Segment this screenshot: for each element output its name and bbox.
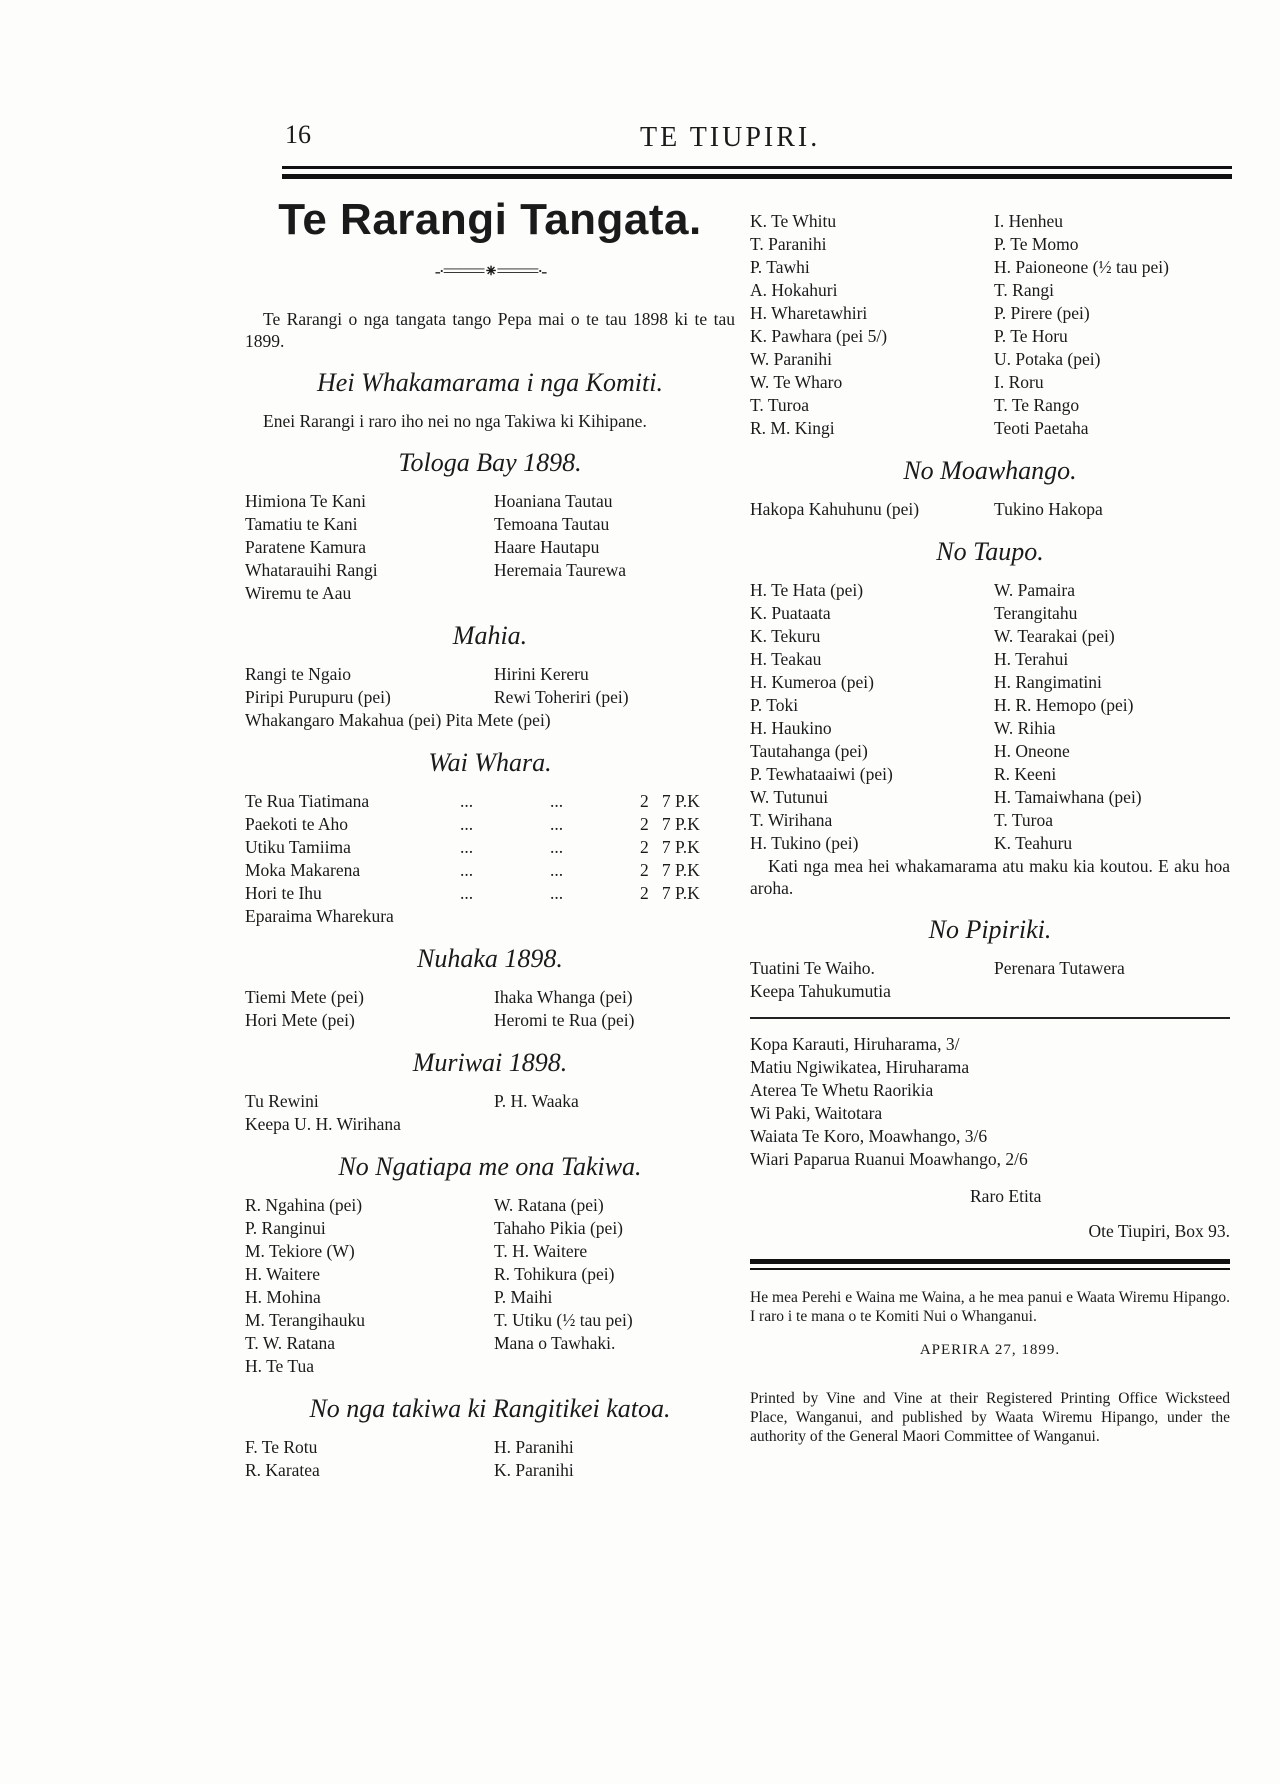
list-item: P. H. Waaka: [494, 1091, 579, 1111]
list-item: T. H. Waitere: [494, 1241, 588, 1261]
list-item: Piripi Purupuru (pei): [245, 687, 391, 707]
closing-paragraph: Kati nga mea hei whakamarama atu maku kia koutou. E aku hoa aroha.: [750, 856, 1230, 898]
list-item: Hirini Kereru: [494, 664, 589, 684]
divider: [750, 1268, 1230, 1270]
row-leader: ...: [460, 791, 474, 811]
row-leader: ...: [550, 837, 564, 857]
row-leader: ...: [550, 791, 564, 811]
list-item: H. Rangimatini: [994, 672, 1102, 692]
list-item: T. Turoa: [994, 810, 1053, 830]
list-item: Mana o Tawhaki.: [494, 1333, 616, 1353]
list-item: T. Utiku (½ tau pei): [494, 1310, 633, 1330]
row-leader: ...: [460, 814, 474, 834]
list-item: I. Roru: [994, 372, 1044, 392]
list-item: W. Rihia: [994, 718, 1056, 738]
list-item: T. Paranihi: [750, 234, 827, 254]
top-list: [750, 210, 1230, 440]
list-item: K. Paranihi: [494, 1460, 574, 1480]
row-amount: 2 7 P.K: [640, 860, 700, 880]
list-item: W. Ratana (pei): [494, 1195, 604, 1215]
list-item: Perenara Tutawera: [994, 958, 1125, 978]
list-item: W. Tearakai (pei): [994, 626, 1115, 646]
list-item: H. Haukino: [750, 718, 832, 738]
tologa-list: [245, 490, 735, 605]
row-name: Te Rua Tiatimana: [245, 791, 370, 811]
list-item: K. Tekuru: [750, 626, 821, 646]
list-item: F. Te Rotu: [245, 1437, 318, 1457]
list-item: Teoti Paetaha: [994, 418, 1089, 438]
list-item: Tautahanga (pei): [750, 741, 868, 761]
pipiriki-list: [750, 957, 1230, 1003]
list-item: T. Wirihana: [750, 810, 833, 830]
taupo-list: [750, 579, 1230, 855]
moawhango-list: [750, 498, 1230, 521]
list-item: K. Pawhara (pei 5/): [750, 326, 888, 346]
divider: [750, 1017, 1230, 1019]
list-item: Himiona Te Kani: [245, 491, 366, 511]
colophon-maori: He mea Perehi e Waina me Waina, a he mea panui e Waata Wiremu Hipango. I raro i te mana o te Komiti Nui o Whanganui.: [750, 1289, 1230, 1325]
section-heading-pipiriki: No Pipiriki.: [928, 915, 1052, 944]
list-item: M. Tekiore (W): [245, 1241, 355, 1261]
row-leader: ...: [460, 860, 474, 880]
list-item: Eparaima Wharekura: [245, 906, 394, 926]
table-row: [245, 859, 735, 882]
list-item: H. Te Tua: [245, 1356, 314, 1376]
list-item: Rangi te Ngaio: [245, 664, 351, 684]
list-item: W. Tutunui: [750, 787, 829, 807]
list-item: Heremaia Taurewa: [494, 560, 627, 580]
list-item: P. Tewhataaiwi (pei): [750, 764, 893, 784]
list-item: Tahaho Pikia (pei): [494, 1218, 624, 1238]
list-item: Matiu Ngiwikatea, Hiruharama: [750, 1057, 970, 1077]
section-heading-komiti: Hei Whakamarama i nga Komiti.: [317, 368, 663, 397]
list-item: Whakangaro Makahua (pei) Pita Mete (pei): [245, 710, 551, 730]
list-item: T. Te Rango: [994, 395, 1080, 415]
list-item: U. Potaka (pei): [994, 349, 1101, 369]
nuhaka-list: [245, 986, 735, 1032]
ornament-divider: -·=====⁕=====·-: [434, 261, 546, 281]
list-item: Rewi Toheriri (pei): [494, 687, 629, 707]
section-heading-tologa: Tologa Bay 1898.: [398, 448, 582, 477]
list-item: Waiata Te Koro, Moawhango, 3/6: [750, 1126, 988, 1146]
list-item: P. Te Momo: [994, 234, 1079, 254]
list-item: Heromi te Rua (pei): [494, 1010, 635, 1030]
list-item: Tamatiu te Kani: [245, 514, 358, 534]
list-item: Hori Mete (pei): [245, 1010, 355, 1030]
box-address: Ote Tiupiri, Box 93.: [1088, 1221, 1230, 1241]
colophon-english: Printed by Vine and Vine at their Registered Printing Office Wicksteed Place, Wanganui, and published by Waata Wiremu Hipango, under the authority of the General Maori Committee of Wanganui.: [750, 1389, 1230, 1445]
list-item: M. Terangihauku: [245, 1310, 365, 1330]
row-amount: 2 7 P.K: [640, 837, 700, 857]
list-item: P. Maihi: [494, 1287, 553, 1307]
row-name: Paekoti te Aho: [245, 814, 349, 834]
row-leader: ...: [550, 814, 564, 834]
mahia-list: [245, 663, 735, 709]
list-item: H. Waitere: [245, 1264, 321, 1284]
list-item: Keepa U. H. Wirihana: [245, 1114, 401, 1134]
section-heading-taupo: No Taupo.: [936, 537, 1044, 566]
list-item: Paratene Kamura: [245, 537, 366, 557]
list-item: Haare Hautapu: [494, 537, 600, 557]
section-heading-ngatiapa: No Ngatiapa me ona Takiwa.: [338, 1152, 642, 1181]
section-heading-muriwai: Muriwai 1898.: [412, 1048, 568, 1077]
section-heading-waiwhara: Wai Whara.: [428, 748, 552, 777]
row-amount: 2 7 P.K: [640, 791, 700, 811]
section-heading-moawhango: No Moawhango.: [903, 456, 1077, 485]
list-item: P. Ranginui: [245, 1218, 326, 1238]
list-item: Hoaniana Tautau: [494, 491, 613, 511]
list-item: W. Pamaira: [994, 580, 1075, 600]
list-item: P. Te Horu: [994, 326, 1068, 346]
list-item: A. Hokahuri: [750, 280, 838, 300]
list-item: Terangitahu: [994, 603, 1078, 623]
table-row: [245, 813, 735, 836]
row-name: Moka Makarena: [245, 860, 361, 880]
list-item: H. Paranihi: [494, 1437, 574, 1457]
list-item: Kopa Karauti, Hiruharama, 3/: [750, 1034, 960, 1054]
list-item: K. Teahuru: [994, 833, 1073, 853]
list-item: R. Ngahina (pei): [245, 1195, 363, 1215]
left-column: [245, 185, 735, 1482]
right-column: [750, 210, 1230, 1461]
list-item: H. Oneone: [994, 741, 1070, 761]
list-item: K. Te Whitu: [750, 211, 837, 231]
article-title: Te Rarangi Tangata.: [278, 195, 702, 244]
row-name: Hori te Ihu: [245, 883, 322, 903]
section-heading-mahia: Mahia.: [452, 621, 528, 650]
list-item: Tuatini Te Waiho.: [750, 958, 875, 978]
rangitikei-list: [245, 1436, 735, 1482]
table-row: [245, 882, 735, 905]
list-item: Tukino Hakopa: [994, 499, 1103, 519]
list-item: H. Mohina: [245, 1287, 321, 1307]
list-item: R. Tohikura (pei): [494, 1264, 615, 1284]
muriwai-list: [245, 1090, 735, 1136]
page-number: 16: [285, 120, 311, 149]
waiwhara-table: [245, 790, 735, 928]
note-paragraph: Enei Rarangi i raro iho nei no nga Takiwa ki Kihipane.: [263, 411, 647, 431]
list-item: H. Tukino (pei): [750, 833, 859, 853]
intro-paragraph: Te Rarangi o nga tangata tango Pepa mai o te tau 1898 ki te tau 1899.: [245, 309, 735, 351]
issue-date: APERIRA 27, 1899.: [919, 1341, 1061, 1358]
list-item: Ihaka Whanga (pei): [494, 987, 633, 1007]
list-item: Whatarauihi Rangi: [245, 560, 378, 580]
list-item: H. R. Hemopo (pei): [994, 695, 1134, 715]
list-item: H. Tamaiwhana (pei): [994, 787, 1142, 807]
row-amount: 2 7 P.K: [640, 814, 700, 834]
list-item: R. Keeni: [994, 764, 1057, 784]
list-item: H. Teakau: [750, 649, 822, 669]
editor-signature: Raro Etita: [970, 1186, 1042, 1206]
list-item: W. Paranihi: [750, 349, 832, 369]
list-item: H. Te Hata (pei): [750, 580, 864, 600]
list-item: Wi Paki, Waitotara: [750, 1103, 883, 1123]
list-item: T. Rangi: [994, 280, 1054, 300]
section-heading-nuhaka: Nuhaka 1898.: [417, 944, 563, 973]
list-item: P. Pirere (pei): [994, 303, 1090, 323]
ngatiapa-list: [245, 1194, 735, 1378]
list-item: Tiemi Mete (pei): [245, 987, 364, 1007]
list-item: Temoana Tautau: [494, 514, 610, 534]
section-heading-rangitikei: No nga takiwa ki Rangitikei katoa.: [309, 1394, 671, 1423]
row-leader: ...: [550, 860, 564, 880]
row-leader: ...: [550, 883, 564, 903]
list-item: Tu Rewini: [245, 1091, 319, 1111]
list-item: R. Karatea: [245, 1460, 320, 1480]
header-rule-thick: [282, 174, 1232, 179]
letters-list: [750, 1033, 1230, 1171]
list-item: T. W. Ratana: [245, 1333, 336, 1353]
divider-thick: [750, 1259, 1230, 1264]
header-rule: [282, 166, 1232, 169]
row-leader: ...: [460, 837, 474, 857]
table-row: [245, 836, 735, 859]
row-leader: ...: [460, 883, 474, 903]
list-item: W. Te Wharo: [750, 372, 843, 392]
table-row: [245, 790, 735, 813]
list-item: H. Wharetawhiri: [750, 303, 868, 323]
list-item: Aterea Te Whetu Raorikia: [750, 1080, 934, 1100]
list-item: Keepa Tahukumutia: [750, 981, 891, 1001]
list-item: Wiremu te Aau: [245, 583, 352, 603]
list-item: P. Tawhi: [750, 257, 810, 277]
list-item: H. Terahui: [994, 649, 1069, 669]
list-item: K. Puataata: [750, 603, 831, 623]
row-amount: 2 7 P.K: [640, 883, 700, 903]
list-item: H. Kumeroa (pei): [750, 672, 874, 692]
list-item: T. Turoa: [750, 395, 809, 415]
list-item: I. Henheu: [994, 211, 1064, 231]
newspaper-title: TE TIUPIRI.: [640, 122, 821, 153]
list-item: H. Paioneone (½ tau pei): [994, 257, 1169, 277]
list-item: Hakopa Kahuhunu (pei): [750, 499, 920, 519]
list-item: Wiari Paparua Ruanui Moawhango, 2/6: [750, 1149, 1028, 1169]
row-name: Utiku Tamiima: [245, 837, 351, 857]
list-item: R. M. Kingi: [750, 418, 835, 438]
list-item: P. Toki: [750, 695, 799, 715]
